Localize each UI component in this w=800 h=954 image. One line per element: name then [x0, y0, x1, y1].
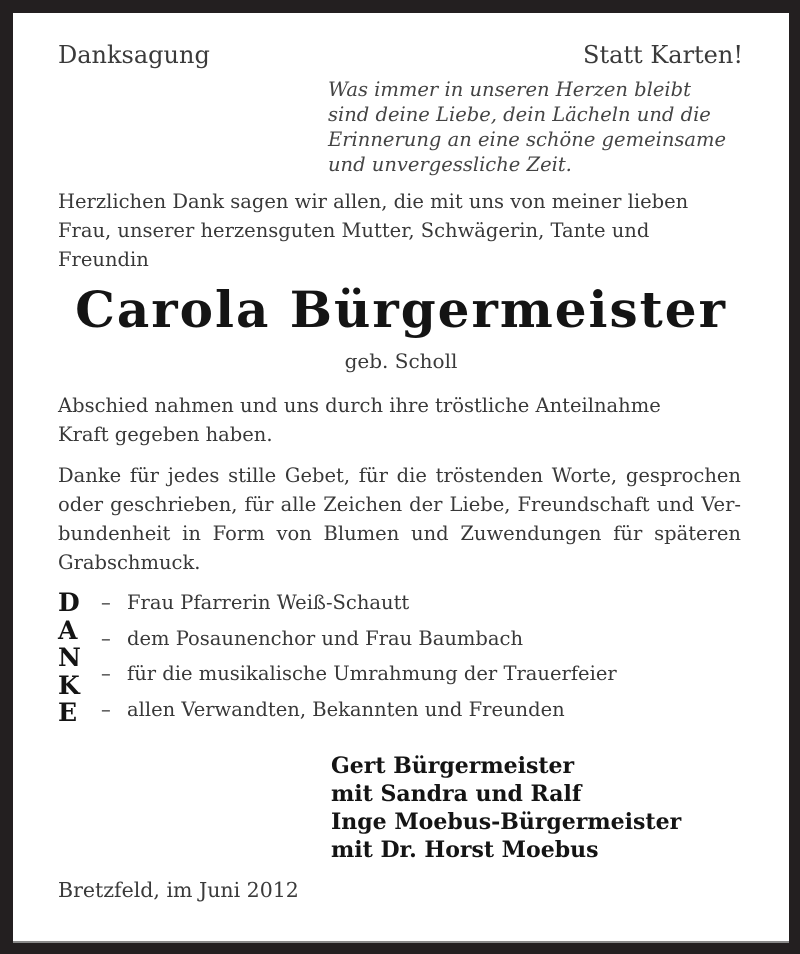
thanks-list-item	[101, 656, 741, 692]
text-line: Grabschmuck.	[58, 551, 201, 574]
danke-acrostic	[58, 589, 88, 727]
list-dash: –	[101, 626, 111, 650]
obituary-page	[13, 13, 789, 943]
verse-line: und unvergessliche Zeit.	[328, 153, 572, 176]
list-dash: –	[101, 591, 111, 614]
verse-line: sind deine Liebe, dein Lächeln und die	[328, 103, 711, 126]
signature-line: mit Dr. Horst Moebus	[331, 837, 599, 863]
maiden-name: geb. Scholl	[344, 349, 458, 373]
acrostic-letter: E	[58, 698, 78, 727]
text-line: Freundin	[58, 248, 149, 271]
farewell-paragraph	[58, 391, 741, 449]
thanks-paragraph	[58, 461, 741, 577]
statt-karten-label: Statt Karten!	[583, 41, 743, 69]
text-line: Herzlichen Dank sagen wir allen, die mit uns von meiner lieben	[58, 190, 689, 213]
list-dash: –	[101, 662, 111, 685]
text-line: Danke für jedes stille Gebet, für die tröstenden Worte, gesprochen	[58, 464, 741, 487]
place-date: Bretzfeld, im Juni 2012	[58, 878, 299, 902]
verse-line: Was immer in unseren Herzen bleibt	[328, 78, 691, 101]
thanks-item-text: allen Verwandten, Bekannten und Freunden	[127, 697, 565, 721]
acrostic-letter: D	[58, 588, 80, 617]
memorial-verse	[328, 77, 726, 177]
text-line: Frau, unserer herzensguten Mutter, Schwägerin, Tante und	[58, 219, 650, 242]
text-line: Abschied nahmen und uns durch ihre tröstliche Anteilnahme	[58, 394, 661, 417]
thanks-item-text: Frau Pfarrerin Weiß-Schautt	[127, 591, 410, 614]
acrostic-letter: A	[58, 615, 78, 645]
signature-line: Gert Bürgermeister	[331, 753, 575, 779]
notice-type-label: Danksagung	[58, 41, 210, 69]
thanks-list-item	[101, 621, 741, 657]
thanks-list-item	[101, 692, 741, 728]
verse-line: Erinnerung an eine schöne gemeinsame	[328, 128, 727, 151]
text-line: Kraft gegeben haben.	[58, 423, 273, 446]
text-line: bundenheit in Form von Blumen und Zuwendungen für späteren	[58, 522, 741, 545]
signature-block	[331, 752, 681, 864]
thanks-item-text: dem Posaunenchor und Frau Baumbach	[127, 626, 523, 650]
thanks-list-item	[101, 585, 741, 621]
list-dash: –	[101, 697, 111, 721]
signature-line: Inge Moebus-Bürgermeister	[331, 809, 682, 835]
intro-paragraph	[58, 187, 741, 274]
deceased-name: Carola Bürgermeister	[75, 280, 727, 339]
signature-line: mit Sandra und Ralf	[331, 781, 582, 807]
acrostic-letter: K	[58, 670, 80, 700]
acrostic-letter: N	[58, 643, 81, 672]
thanks-list	[101, 585, 741, 727]
text-line: oder geschrieben, für alle Zeichen der Liebe, Freundschaft und Ver-	[58, 493, 741, 516]
thanks-item-text: für die musikalische Umrahmung der Trauerfeier	[127, 662, 617, 685]
